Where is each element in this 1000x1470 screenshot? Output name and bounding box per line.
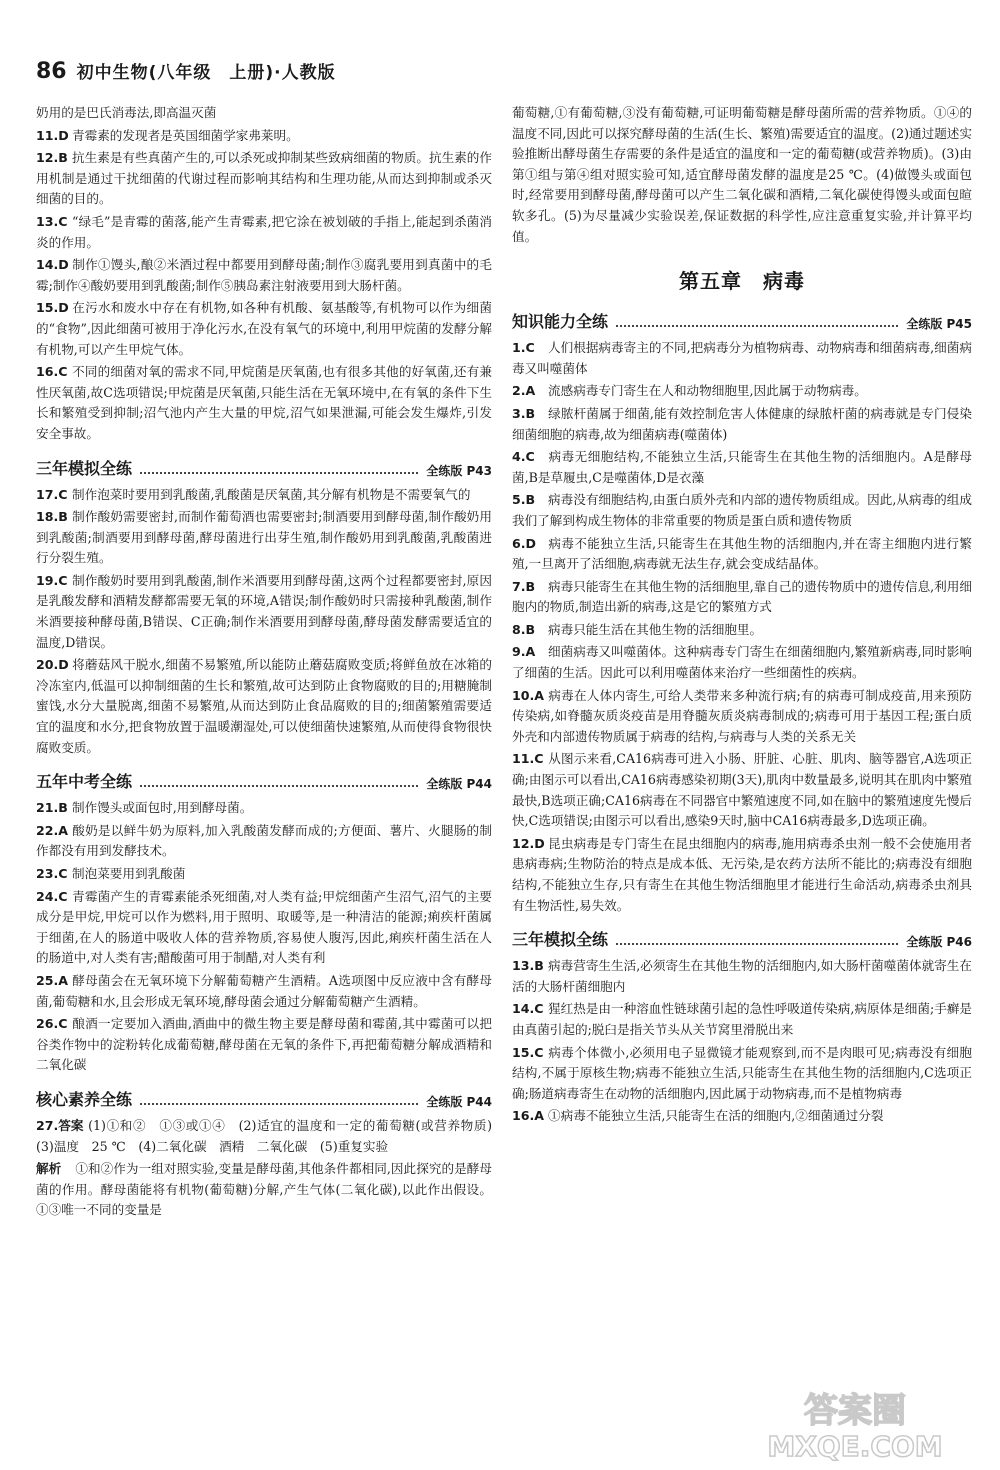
answer-number: 22.A [36,822,69,838]
answer-number: 14.C [512,1001,544,1017]
answer-text: 人们根据病毒寄主的不同,把病毒分为植物病毒、动物病毒和细菌病毒,细菌病毒又叫噬菌体 [512,340,972,376]
answer-number: 16.A [512,1108,545,1124]
section-title: 五年中考全练 [36,772,133,792]
left-column [36,103,505,1223]
book-title: 初中生物(八年级 上册)·人教版 [76,63,336,83]
answer-number: 25.A [36,972,69,988]
answer-number: 16.C [36,364,68,380]
answer-number: 13.B [512,958,544,974]
answer-number: 24.C [36,888,68,904]
dotted-leader [616,325,898,327]
answer-item [36,255,492,296]
analysis-label: 解析 [36,1161,62,1177]
answer-text: 青霉菌产生的青霉素能杀死细菌,对人类有益;甲烷细菌产生沼气,沼气的主要成分是甲烷,甲烷可以作为燃料,用于照明、取暖等,是一种清洁的能源;痢疾杆菌属于细菌,在人的肠道中吸收人体的营养物质,容易使人腹泻,因此,痢疾杆菌生活在人的肠道中,对人类有害;醋酸菌可用于制醋,对人类有利 [36,888,492,966]
answer-item [36,212,492,253]
answer-number: 6.D [512,535,537,551]
answer-item [36,798,492,819]
answer-item [512,490,972,531]
answer-text: 抗生素是有些真菌产生的,可以杀死或抑制某些致病细菌的物质。抗生素的作用机制是通过干扰细菌的代谢过程而影响其结构和生理功能,从而达到抑制或杀灭细菌的目的。 [36,150,492,207]
answer-text: 制作酸奶需要密封,而制作葡萄酒也需要密封;制酒要用到酵母菌,制作酸奶用到乳酸菌;制酒要用到酵母菌,酵母菌进行出芽生殖,制作酸奶用到乳酸菌,乳酸菌进行分裂生殖。 [36,509,492,566]
answer-text: 不同的细菌对氧的需求不同,甲烷菌是厌氧菌,也有很多其他的好氧菌,还有兼性厌氧菌,故C选项错误;甲烷菌是厌氧菌,只能生活在无氧环境中,在有氧的条件下生长和繁殖受到抑制;沼气池内产生大量的甲烷,沼气如果泄漏,可能会发生爆炸,引发安全事故。 [36,364,492,441]
watermark-text-1: 答案圈 [804,1391,906,1431]
section-page-ref: 全练版 P45 [906,317,972,332]
answer-text: 从图示来看,CA16病毒可进入小肠、肝脏、心脏、肌肉、脑等器官,A选项正确;由图示可以看出,CA16病毒感染初期(3天),肌肉中数量最多,说明其在肌肉中繁殖最快,B选项正确;CA16病毒在不同器官中繁殖速度不同,如在脑中的繁殖速度先慢后快,C选项错误;由图示可以看出,感染9天时,脑中CA16病毒最多,D选项正确。 [512,751,972,829]
answer-item [36,362,492,444]
dotted-leader [140,472,418,474]
answer-text: 制泡菜要用到乳酸菌 [72,866,186,881]
answer-list [36,798,492,1076]
answer-text: 在污水和废水中存在有机物,如各种有机酸、氨基酸等,有机物可以作为细菌的“食物”,因此细菌可被用于净化污水,在没有氧气的环境中,利用甲烷菌的发酵分解有机物,可以产生甲烷气体。 [36,300,492,357]
section-page-ref: 全练版 P43 [426,463,492,478]
answer-number: 14.D [36,257,69,273]
answer-number: 2.A [512,383,536,399]
answer-item [36,655,492,758]
answer-number: 12.D [512,835,545,851]
answer-number: 15.D [36,300,69,316]
answer-text: 酸奶是以鲜牛奶为原料,加入乳酸菌发酵而成的;方便面、薯片、火腿肠的制作都没有用到发酵技术。 [36,822,492,859]
answer-number: 19.C [36,572,68,588]
answer-text: 绿脓杆菌属于细菌,能有效控制危害人体健康的绿脓杆菌的病毒就是专门侵染细菌细胞的病毒,故为细菌病毒(噬菌体) [512,405,972,442]
answer-item [512,749,972,831]
answer-item [512,834,972,916]
section-title: 知识能力全练 [512,312,609,332]
answer-list [36,126,492,445]
answer-item [512,338,972,379]
answer-text: ①病毒不能独立生活,只能寄生在活的细胞内,②细菌通过分裂 [548,1108,884,1124]
answer-number: 21.B [36,800,68,816]
answer-text: 制作酸奶时要用到乳酸菌,制作米酒要用到酵母菌,这两个过程都要密封,原因是乳酸发酵和酒精发酵都需要无氧的环境,A错误;制作酸奶时只需接种乳酸菌,制作米酒要接种酵母菌,B错误、C正确;制作米酒要用到酵母菌,酵母菌发酵需要适宜的温度,D错误。 [36,572,492,650]
continued-text: 葡萄糖,①有葡萄糖,③没有葡萄糖,可证明葡萄糖是酵母菌所需的营养物质。①④的温度不同,因此可以探究酵母菌的生活(生长、繁殖)需要适宜的温度。(2)通过题述实验推断出酵母菌生存需要的条件是适宜的温度和一定的葡萄糖(或营养物质)。(3)由第①组与第④组对照实验可知,适宜酵母菌发酵的温度是25 ℃。(4)做馒头或面包时,经常要用到酵母菌,酵母菌可以产生二氧化碳和酒精,二氧化碳使得馒头或面包暄软多孔。(5)为尽量减少实验误差,保证数据的科学性,应注意重复实验,并计算平均值。 [512,105,972,244]
answer-number: 8.B [512,621,536,637]
answer-number: 27.答案 [36,1117,84,1133]
answer-number: 3.B [512,405,536,421]
section-header [512,926,972,950]
continued-text: 奶用的是巴氏消毒法,即高温灭菌 [36,105,217,120]
analysis [36,1159,492,1221]
watermark-text-2: MXQE.COM [767,1430,943,1462]
answer-list [512,956,972,1127]
answer-item [512,447,972,488]
answer-item [36,126,492,147]
answer-list [36,485,492,759]
dotted-leader [140,1103,418,1105]
answer-text: 病毒个体微小,必须用电子显微镜才能观察到,而不是肉眼可见;病毒没有细胞结构,不属于原核生物;病毒不能独立生活,只能寄生在其他生物的活细胞内,C选项正确;肠道病毒寄生在动物的活细胞内,因此属于动物病毒,而不是植物病毒 [512,1044,972,1101]
section-page-ref: 全练版 P44 [426,1094,492,1109]
watermark-logo [720,1382,990,1462]
analysis-text: ①和②作为一组对照实验,变量是酵母菌,其他条件都相同,因此探究的是酵母菌的作用。酵母菌能将有机物(葡萄糖)分解,产生气体(二氧化碳),以此作出假设。①③唯一不同的变量是 [36,1161,493,1218]
answer-text: 制作①馒头,酿②米酒过程中都要用到酵母菌;制作③腐乳要用到真菌中的毛霉;制作④酸奶要用到乳酸菌;制作⑤胰岛素注射液要用到大肠杆菌。 [36,257,492,293]
answer-item [36,1116,505,1157]
answer-number: 7.B [512,578,536,594]
answer-number: 11.D [36,127,69,143]
page-number: 86 [36,59,67,84]
answer-number: 9.A [512,644,536,660]
page-header [36,58,480,92]
answer-number: 5.B [512,492,536,508]
answer-text: 流感病毒专门寄生在人和动物细胞里,因此属于动物病毒。 [548,383,867,399]
answer-item [36,298,492,360]
answer-number: 13.C [36,213,68,229]
dotted-leader [140,785,418,787]
section-header [36,1086,492,1110]
answer-number: 20.D [36,657,69,673]
answer-text: 制作泡菜时要用到乳酸菌,乳酸菌是厌氧菌,其分解有机物是不需要氧气的 [72,486,471,502]
answer-item [512,620,972,641]
answer-item [36,971,492,1012]
answer-text: 细菌病毒又叫噬菌体。这种病毒专门寄生在细菌细胞内,繁殖新病毒,同时影响了细菌的生活。因此可以利用噬菌体来治疗一些细菌性的疾病。 [512,644,972,681]
answer-number: 26.C [36,1016,68,1032]
answer-text: (1)①和② ①③或①④ (2)适宜的温度和一定的葡萄糖(或营养物质) (3)温度 25 ℃ (4)二氧化碳 酒精 二氧化碳 (5)重复实验 [36,1117,505,1154]
answer-text: 病毒营寄生生活,必须寄生在其他生物的活细胞内,如大肠杆菌噬菌体就寄生在活的大肠杆菌细胞内 [512,958,972,994]
answer-number: 10.A [512,687,545,703]
answer-text: 病毒没有细胞结构,由蛋白质外壳和内部的遗传物质组成。因此,从病毒的组成我们了解到构成生物体的非常重要的物质是蛋白质和遗传物质 [512,492,972,528]
section-header [36,768,492,792]
answer-text: 病毒只能寄生在其他生物的活细胞里,靠自己的遗传物质中的遗传信息,利用细胞内的物质,制造出新的病毒,这是它的繁殖方式 [512,578,972,615]
answer-list [512,338,972,916]
answer-item [36,821,492,862]
answer-item [36,864,492,885]
answer-text: 昆虫病毒是专门寄生在昆虫细胞内的病毒,施用病毒杀虫剂一般不会使施用者患病毒病;生物防治的特点是成本低、无污染,是农药方法所不能比的;病毒没有细胞结构,不能独立生存,只有寄生在其他生物活细胞里才能进行生命活动,病毒杀虫剂具有生物活性,易失效。 [512,835,972,913]
answer-item [512,1043,972,1105]
answer-item [36,1014,492,1076]
answer-number: 4.C [512,449,535,465]
answer-text: “绿毛”是青霉的菌落,能产生青霉素,把它涂在被划破的手指上,能起到杀菌消炎的作用。 [36,213,492,250]
answer-item [36,887,492,969]
answer-text: 制作馒头或面包时,用到酵母菌。 [72,800,253,816]
section-title: 三年模拟全练 [512,930,609,950]
section-header [36,455,492,479]
answer-text: 病毒不能独立生活,只能寄生在其他生物的活细胞内,并在寄主细胞内进行繁殖,一旦离开了活细胞,病毒就无法生存,就会变成结晶体。 [512,535,972,572]
answer-text: 酵母菌会在无氧环境下分解葡萄糖产生酒精。A选项图中反应液中含有酵母菌,葡萄糖和水,且会形成无氧环境,酵母菌会通过分解葡萄糖产生酒精。 [36,972,492,1009]
answer-item [36,148,492,210]
answer-text: 青霉素的发现者是英国细菌学家弗莱明。 [72,127,299,143]
section-page-ref: 全练版 P44 [426,777,492,792]
answer-number: 18.B [36,509,68,525]
answer-item [36,485,492,506]
section-page-ref: 全练版 P46 [906,935,972,950]
answer-number: 11.C [512,751,544,767]
dotted-leader [616,943,898,945]
section-title: 核心素养全练 [36,1089,133,1109]
answer-text: 病毒无细胞结构,不能独立生活,只能寄生在其他生物的活细胞内。A是酵母菌,B是草履虫,C是噬菌体,D是衣藻 [512,449,972,485]
answer-text: 酿酒一定要加入酒曲,酒曲中的微生物主要是酵母菌和霉菌,其中霉菌可以把谷类作物中的淀粉转化成葡萄糖,酵母菌在无氧的条件下,再把葡萄糖分解成酒精和二氧化碳 [36,1016,492,1073]
chapter-title: 第五章 病毒 [679,269,805,294]
answer-item [512,642,972,683]
answer-item [512,956,972,997]
answer-item [512,381,972,402]
answer-text: 病毒在人体内寄生,可给人类带来多种流行病;有的病毒可制成疫苗,用来预防传染病,如脊髓灰质炎疫苗是用脊髓灰质炎病毒制成的;病毒可用于基因工程;蛋白质外壳和内部遗传物质属于病毒的结构,与病毒与人类的关系无关 [512,687,972,744]
section-title: 三年模拟全练 [36,458,133,478]
answer-text: 猩红热是由一种溶血性链球菌引起的急性呼吸道传染病,病原体是细菌;手癣是由真菌引起的;脱臼是指关节头从关节窝里滑脱出来 [512,1001,972,1037]
answer-text: 病毒只能生活在其他生物的活细胞里。 [548,621,763,637]
answer-number: 23.C [36,866,68,881]
answer-number: 1.C [512,340,535,356]
right-column [512,103,972,1129]
answer-item [36,507,492,569]
answer-item [512,534,972,575]
answer-item [36,571,492,653]
answer-number: 15.C [512,1044,544,1060]
answer-item [512,999,972,1040]
answer-number: 17.C [36,486,68,502]
answer-item [512,404,972,445]
section-header [512,308,972,332]
answer-item [512,686,972,748]
answer-item [512,1106,972,1127]
answer-item [512,577,972,618]
answer-number: 12.B [36,150,68,166]
answer-text: 将蘑菇风干脱水,细菌不易繁殖,所以能防止蘑菇腐败变质;将鲜鱼放在冰箱的冷冻室内,低温可以抑制细菌的生长和繁殖,故可达到防止食物腐败的目的;用糖腌制蜜饯,水分大量脱离,细菌不易繁殖,从而达到防止食品腐败的目的;细菌繁殖需要适宜的温度和水分,把食物放置于温暖潮湿处,可以使细菌快速繁殖,从而使得食物很快腐败变质。 [36,657,492,755]
